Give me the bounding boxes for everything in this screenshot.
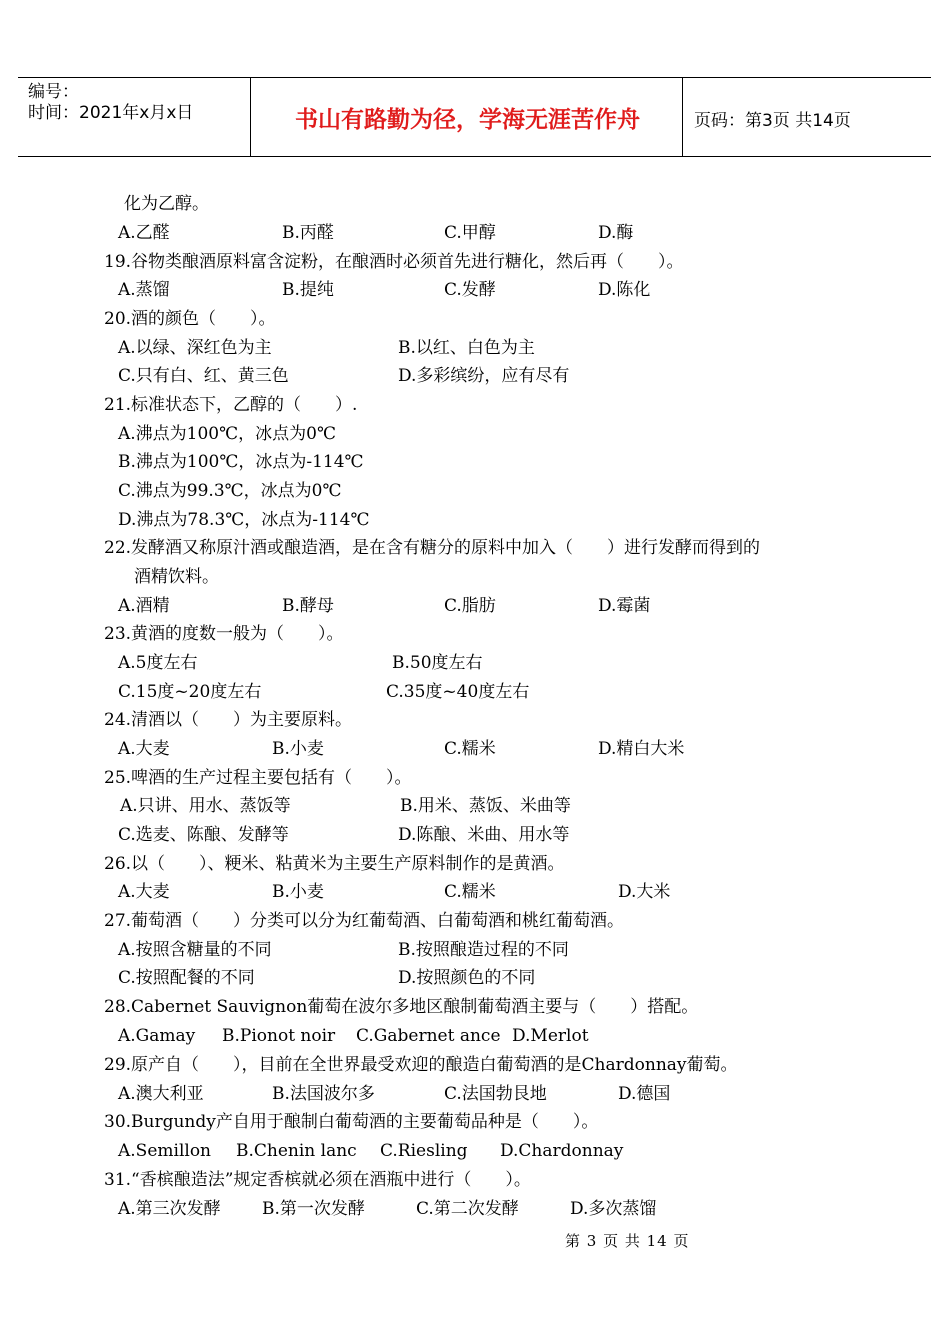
option-a: A.以绿、深红色为主 — [118, 338, 272, 358]
option-c: C.糯米 — [444, 882, 496, 902]
header-motto: 书山有路勤为径，学海无涯苦作舟 — [295, 106, 640, 133]
option-a: A.Gamay — [118, 1026, 196, 1046]
option-d: D.多次蒸馏 — [570, 1199, 657, 1219]
option-b: B.小麦 — [272, 882, 324, 902]
question-22: 22.发酵酒又称原汁酒或酿造酒，是在含有糖分的原料中加入（ ）进行发酵而得到的 — [104, 538, 761, 558]
question-continuation: 酒精饮料。 — [134, 567, 219, 587]
option-row — [0, 936, 950, 964]
question-31: 31.“香槟酿造法”规定香槟就必须在酒瓶中进行（ ）。 — [104, 1170, 531, 1190]
option-a: A.按照含糖量的不同 — [118, 940, 272, 960]
option-c: C.发酵 — [444, 280, 496, 300]
option-c: C.第二次发酵 — [416, 1199, 519, 1219]
option-b: B.小麦 — [272, 739, 324, 759]
option-a: A.乙醛 — [118, 223, 170, 243]
question-21: 21.标准状态下，乙醇的（ ）. — [104, 395, 358, 415]
question-29: 29.原产自（ ），目前在全世界最受欢迎的酿造白葡萄酒的是Chardonnay葡萄。 — [104, 1055, 738, 1075]
option-b: B.丙醛 — [282, 223, 334, 243]
option-row — [0, 792, 950, 820]
question-28: 28.Cabernet Sauvignon葡萄在波尔多地区酿制葡萄酒主要与（ ）搭配。 — [104, 997, 699, 1017]
option-c: C.Gabernet ance — [356, 1026, 501, 1046]
option-d: D.按照颜色的不同 — [398, 968, 536, 988]
option-a: A.蒸馏 — [118, 280, 170, 300]
option-d: D.陈化 — [598, 280, 651, 300]
option-c: C.选麦、陈酿、发酵等 — [118, 825, 289, 845]
question-20: 20.酒的颜色（ ）。 — [104, 309, 276, 329]
option-c: C.15度~20度左右 — [118, 682, 262, 702]
header-page-info: 页码：第3页 共14页 — [694, 111, 851, 131]
question-23: 23.黄酒的度数一般为（ ）。 — [104, 624, 344, 644]
option-row — [0, 1022, 950, 1050]
option-b: B.沸点为100℃，冰点为-114℃ — [118, 452, 364, 472]
option-b: B.按照酿造过程的不同 — [398, 940, 569, 960]
option-c: C.只有白、红、黄三色 — [118, 366, 289, 386]
option-row — [0, 1080, 950, 1108]
option-row — [0, 1137, 950, 1165]
question-continuation: 化为乙醇。 — [124, 194, 209, 214]
option-b: B.法国波尔多 — [272, 1084, 375, 1104]
option-a: A.5度左右 — [118, 653, 198, 673]
option-row — [0, 964, 950, 992]
option-d: D.酶 — [598, 223, 634, 243]
option-row — [0, 362, 950, 390]
question-24: 24.清酒以（ ）为主要原料。 — [104, 710, 353, 730]
option-row — [0, 821, 950, 849]
option-row — [0, 592, 950, 620]
question-26: 26.以（ ）、粳米、粘黄米为主要生产原料制作的是黄酒。 — [104, 854, 565, 874]
option-c: C.糯米 — [444, 739, 496, 759]
option-c: C.Riesling — [380, 1141, 468, 1161]
option-d: D.精白大米 — [598, 739, 685, 759]
option-c: C.沸点为99.3℃，冰点为0℃ — [118, 481, 342, 501]
time-label: 时间：2021年x月x日 — [28, 103, 194, 123]
option-c: C.按照配餐的不同 — [118, 968, 255, 988]
option-a: A.酒精 — [118, 596, 170, 616]
option-row — [0, 735, 950, 763]
header-divider-right — [682, 78, 683, 156]
question-25: 25.啤酒的生产过程主要包括有（ ）。 — [104, 768, 412, 788]
option-row — [0, 276, 950, 304]
option-b: B.用米、蒸饭、米曲等 — [400, 796, 571, 816]
option-c: C.甲醇 — [444, 223, 496, 243]
option-d: D.Merlot — [512, 1026, 589, 1046]
option-row — [0, 678, 950, 706]
option-row — [0, 649, 950, 677]
header-divider-left — [250, 78, 251, 156]
option-d: D.德国 — [618, 1084, 671, 1104]
option-a: A.Semillon — [118, 1141, 212, 1161]
option-d: D.沸点为78.3℃，冰点为-114℃ — [118, 510, 370, 530]
option-d: C.35度~40度左右 — [386, 682, 530, 702]
question-30: 30.Burgundy产自用于酿制白葡萄酒的主要葡萄品种是（ ）。 — [104, 1112, 599, 1132]
option-b: B.酵母 — [282, 596, 334, 616]
option-c: C.脂肪 — [444, 596, 496, 616]
option-row — [0, 334, 950, 362]
option-a: A.只讲、用水、蒸饭等 — [120, 796, 291, 816]
question-19: 19.谷物类酿酒原料富含淀粉，在酿酒时必须首先进行糖化，然后再（ ）。 — [104, 252, 684, 272]
option-a: A.第三次发酵 — [118, 1199, 221, 1219]
page-footer: 第 3 页 共 14 页 — [565, 1232, 690, 1250]
option-d: D.Chardonnay — [500, 1141, 624, 1161]
page-header — [18, 77, 931, 157]
option-c: C.法国勃艮地 — [444, 1084, 547, 1104]
option-a: A.大麦 — [118, 739, 170, 759]
option-d: D.大米 — [618, 882, 671, 902]
option-d: D.霉菌 — [598, 596, 651, 616]
option-row — [0, 1195, 950, 1223]
option-d: D.陈酿、米曲、用水等 — [398, 825, 570, 845]
option-b: B.50度左右 — [392, 653, 483, 673]
question-27: 27.葡萄酒（ ）分类可以分为红葡萄酒、白葡萄酒和桃红葡萄酒。 — [104, 911, 625, 931]
option-b: B.提纯 — [282, 280, 334, 300]
option-a: A.大麦 — [118, 882, 170, 902]
option-a: A.澳大利亚 — [118, 1084, 204, 1104]
number-label: 编号： — [28, 82, 79, 102]
option-b: B.Chenin lanc — [236, 1141, 357, 1161]
option-a: A.沸点为100℃，冰点为0℃ — [118, 424, 336, 444]
option-b: B.以红、白色为主 — [398, 338, 535, 358]
option-b: B.Pionot noir — [222, 1026, 336, 1046]
option-b: B.第一次发酵 — [262, 1199, 365, 1219]
option-row — [0, 219, 950, 247]
header-meta — [28, 82, 193, 124]
option-row — [0, 878, 950, 906]
option-d: D.多彩缤纷，应有尽有 — [398, 366, 570, 386]
